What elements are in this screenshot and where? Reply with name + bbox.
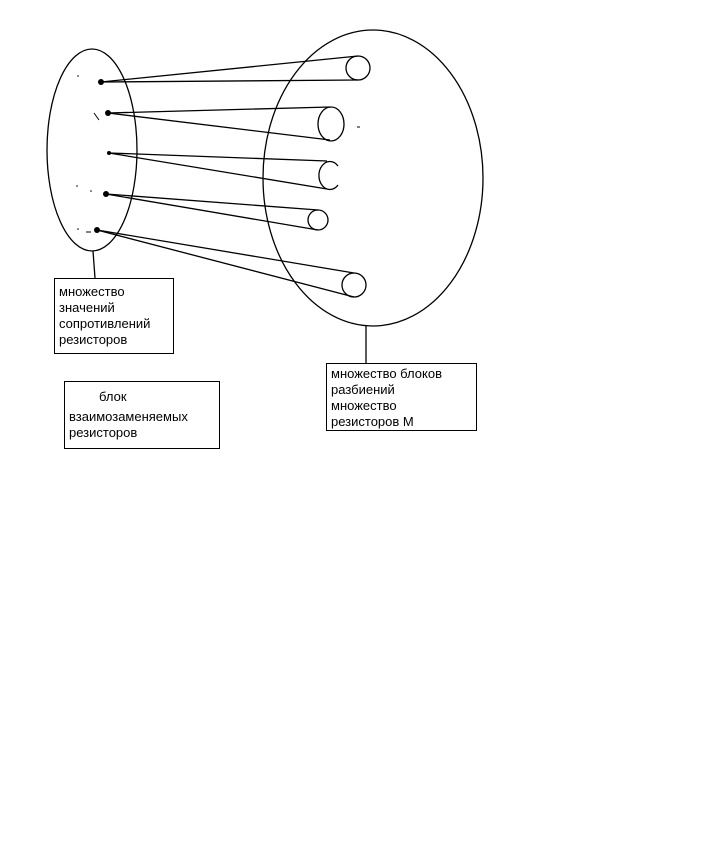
resistor-values-set-label-line-4: резисторов — [59, 332, 128, 347]
mapping-2 — [108, 107, 344, 141]
partition-blocks-set-label — [326, 363, 477, 431]
partition-blocks-set-label-line-3: множество — [331, 398, 397, 413]
resistor-value-dot — [107, 151, 111, 155]
mapping-3-block-arc — [319, 162, 338, 190]
partition-blocks-set-label-line-4: резисторов M — [331, 414, 414, 429]
resistor-values-set-label-line-2: значений — [59, 300, 115, 315]
stray-dot — [77, 228, 79, 230]
mapping-1-lower-line — [101, 80, 358, 82]
partition-blocks-set-label-line-1: множество блоков — [331, 366, 442, 381]
partition-blocks-set-label-line-2: разбиений — [331, 382, 395, 397]
mapping-1-block-circle — [346, 56, 370, 80]
resistor-values-set-label-line-3: сопротивлений — [59, 316, 151, 331]
resistor-value-dot — [105, 110, 111, 116]
mapping-1-upper-line — [101, 56, 358, 82]
mapping-4-lower-line — [106, 194, 318, 230]
mapping-5-upper-line — [97, 230, 354, 273]
mapping-1 — [101, 56, 370, 82]
resistor-values-set-label — [54, 278, 174, 354]
stray-dot — [77, 75, 79, 77]
resistor-values-set-label-line-1: множество — [59, 284, 125, 299]
mapping-2-block-circle — [318, 107, 344, 141]
mapping-2-lower-line — [108, 113, 330, 140]
stray-dot — [76, 185, 78, 187]
interchangeable-block-label-line-1: блок — [99, 389, 127, 404]
resistor-value-dot — [94, 227, 100, 233]
mapping-5-block-circle — [342, 273, 366, 297]
interchangeable-block-label-line-3: резисторов — [69, 425, 138, 440]
mapping-4 — [106, 194, 328, 230]
resistor-values-set-connector — [93, 251, 95, 278]
mapping-2-upper-line — [108, 107, 330, 113]
interchangeable-block-label — [64, 381, 220, 449]
mapping-3-lower-line — [109, 153, 327, 189]
stray-dot — [90, 190, 92, 192]
resistor-value-dot — [98, 79, 104, 85]
resistor-value-dot — [103, 191, 109, 197]
mapping-3-upper-line — [109, 153, 327, 161]
mapping-4-block-circle — [308, 210, 328, 230]
mapping-3 — [109, 153, 338, 190]
mapping-4-upper-line — [106, 194, 318, 210]
stray-mark — [94, 113, 99, 120]
interchangeable-block-label-line-2: взаимозаменяемых — [69, 409, 188, 424]
